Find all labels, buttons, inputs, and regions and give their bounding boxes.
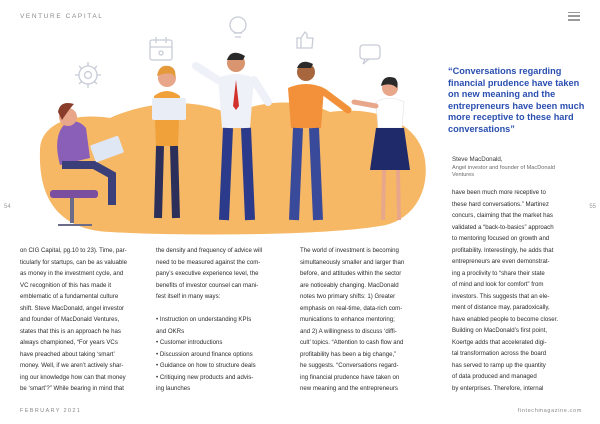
text-line: concurs, claiming that the market has	[452, 212, 553, 219]
quote-attribution-name: Steve MacDonald,	[452, 156, 503, 163]
text-line: to mentoring focused on growth and	[452, 235, 550, 242]
gear-icon	[75, 62, 101, 88]
text-line: ticularly for startups, can be as valuable	[20, 258, 128, 266]
text-line: and founder of MacDonald Ventures,	[20, 316, 120, 323]
text-line: ment of distance may, paradoxically,	[452, 304, 550, 311]
page-number-left: 54	[4, 204, 11, 210]
text-line: ing financial prudence have taken on	[300, 373, 400, 381]
body-column-right	[452, 187, 592, 394]
website-link[interactable]: fintechmagazine.com	[517, 408, 582, 414]
text-line: new meaning and the entrepreneurs	[300, 385, 398, 392]
text-line: and 2) A willingness to discuss ‘diffi-	[300, 327, 397, 335]
text-line: of data produced and managed	[452, 373, 537, 380]
text-line: munications to enhance mentoring;	[300, 316, 395, 323]
text-line: emblematic of a fundamental culture	[20, 293, 119, 300]
text-line: simultaneously smaller and larger than	[300, 258, 405, 266]
text-line: investors. This suggests that an ele-	[452, 292, 550, 300]
section-header: VENTURE CAPITAL	[20, 13, 104, 20]
lightbulb-icon	[230, 17, 246, 37]
text-line: these hard conversations.” Martinez	[452, 200, 549, 208]
body-column-3	[300, 245, 448, 395]
text-line: he suggests. “Conversations regard-	[300, 362, 399, 369]
text-line: ing a proclivity to “share their state	[452, 269, 545, 277]
text-line: be ‘smart’?” While bearing in mind that	[20, 385, 124, 392]
text-line: • Guidance on how to structure deals	[156, 362, 256, 369]
text-line: Building on MacDonald’s first point,	[452, 327, 548, 334]
body-column-2	[156, 245, 286, 395]
quote-attribution-role: Angel investor and founder of MacDonald Ventures	[452, 165, 555, 178]
text-line: pany’s executive experience level, the	[156, 270, 259, 277]
text-line: need to be measured against the com-	[156, 258, 261, 266]
thumbs-up-icon	[297, 32, 313, 48]
text-line: always championed, “For years VCs	[20, 339, 118, 346]
text-line: have enabled people to become closer.	[452, 315, 559, 323]
text-line: the density and frequency of advice will	[156, 247, 263, 254]
calendar-icon	[150, 37, 172, 60]
text-line: Koertge adds that accelerated digi-	[452, 338, 547, 346]
text-line: cult’ topics. “Attention to cash flow and	[300, 339, 404, 346]
pull-quote: “Conversations regarding financial prudence have taken on new meaning and the entrepreneurs have been much more receptive to these hard conversations”	[448, 66, 585, 134]
text-line: money. Well, if we aren’t actively shar-	[20, 362, 124, 369]
text-line: entrepreneurs are even demonstrat-	[452, 258, 550, 265]
text-line: before, and attitudes within the sector	[300, 270, 402, 277]
text-line: states that this is an approach he has	[20, 327, 121, 335]
issue-date: FEBRUARY 2021	[20, 408, 82, 414]
text-line: validated a “back-to-basics” approach	[452, 223, 554, 231]
body-column-1	[20, 245, 148, 395]
text-line: are noticeably changing. MacDonald	[300, 281, 399, 289]
text-line: and OKRs	[156, 327, 185, 335]
text-line: have been much more receptive to	[452, 189, 546, 196]
text-line	[156, 303, 286, 315]
page-number-right: 55	[589, 204, 596, 210]
text-line: emphasis on real-time, data-rich com-	[300, 304, 403, 312]
text-line: have preached about taking ‘smart’	[20, 350, 115, 358]
chat-bubble-icon	[360, 45, 380, 64]
text-line: notes two primary shifts: 1) Greater	[300, 293, 396, 300]
text-line: • Critiquing new products and advis-	[156, 373, 254, 381]
text-line: on CIG Capital, pg.10 to 23). Time, par-	[20, 247, 127, 254]
text-line: tal transformation across the board	[452, 350, 547, 357]
text-line: of mind and look for comfort” from	[452, 281, 544, 288]
text-line: by enterprises. Therefore, internal	[452, 384, 544, 392]
text-line: ing our knowledge how can that money	[20, 373, 126, 381]
text-line: has served to ramp up the quantity	[452, 361, 546, 369]
text-line: VC recognition of this has made it	[20, 281, 112, 289]
text-line: ing launches	[156, 385, 191, 392]
hamburger-menu-icon[interactable]	[568, 9, 580, 23]
text-line: • Customer introductions	[156, 339, 223, 346]
text-line: fest itself in many ways:	[156, 293, 221, 300]
text-line: benefits of investor counsel can mani-	[156, 281, 259, 289]
text-line: The world of investment is becoming	[300, 247, 399, 254]
business-team-illustration	[0, 0, 450, 245]
text-line: as money in the investment cycle, and	[20, 270, 124, 277]
text-line: • Discussion around finance options	[156, 350, 253, 358]
text-line: • Instruction on understanding KPIs	[156, 316, 252, 323]
text-line: profitability. Interestingly, he adds that	[452, 246, 554, 254]
text-line: profitability has been a big change,”	[300, 350, 397, 358]
text-line: shift. Steve MacDonald, angel investor	[20, 304, 124, 312]
